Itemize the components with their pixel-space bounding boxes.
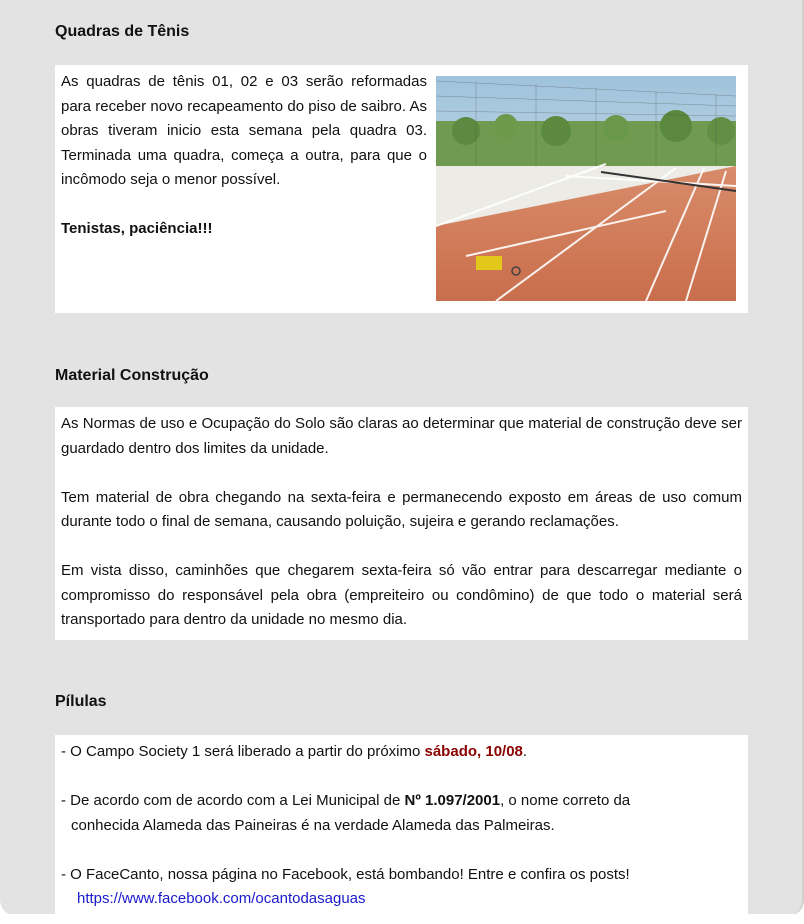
tennis-box <box>55 65 748 313</box>
material-box <box>55 407 748 640</box>
section-title-material: Material Construção <box>55 367 209 384</box>
tennis-paragraph: As quadras de tênis 01, 02 e 03 serão reformadas para receber novo recapeamento do piso de saibro. As obras tiveram inicio esta semana pela quadra 03. Terminada uma quadra, começa a outra, para que o incômodo seja o menor possível. <box>61 73 427 188</box>
pilula-1-text: - O Campo Society 1 será liberado a partir do próximo <box>61 743 425 760</box>
pilulas-box <box>55 735 748 914</box>
pilula-item-3 <box>61 863 742 912</box>
tennis-emphasis: Tenistas, paciência!!! <box>61 220 213 237</box>
pilula-2-line2: conhecida Alameda das Paineiras é na verdade Alameda das Palmeiras. <box>71 816 555 834</box>
tennis-text <box>61 70 427 242</box>
pilula-2-suffix: , o nome correto da <box>500 792 631 809</box>
pilula-2-law: Nº 1.097/2001 <box>404 792 501 809</box>
facebook-link[interactable]: https://www.facebook.com/ocantodasaguas <box>77 890 366 907</box>
pilula-item-2 <box>61 789 742 838</box>
section-title-tennis: Quadras de Tênis <box>55 23 190 40</box>
pilula-1-date: sábado, 10/08 <box>424 743 523 760</box>
pilula-1-suffix: . <box>522 743 528 760</box>
material-paragraph-1: As Normas de uso e Ocupação do Solo são claras ao determinar que material de construção deve ser guardado dentro dos limites da unidade. <box>61 415 742 457</box>
material-paragraph-3: Em vista disso, caminhões que chegarem sexta-feira só vão entrar para descarregar mediante o compromisso do responsável pela obra (empreiteiro ou condômino) de que todo o material será transportado para dentro da unidade no mesmo dia. <box>61 562 742 628</box>
page-bottom <box>0 914 804 924</box>
tennis-court-photo <box>436 76 736 301</box>
pilula-3-text: - O FaceCanto, nossa página no Facebook, está bombando! Entre e confira os posts! <box>61 865 630 883</box>
pilula-item-1 <box>61 740 742 765</box>
pilula-2-text: - De acordo com de acordo com a Lei Municipal de <box>61 792 405 809</box>
material-paragraph-2: Tem material de obra chegando na sexta-feira e permanecendo exposto em áreas de uso comum durante todo o final de semana, causando poluição, sujeira e gerando reclamações. <box>61 488 742 530</box>
section-title-pilulas: Pílulas <box>55 693 107 710</box>
